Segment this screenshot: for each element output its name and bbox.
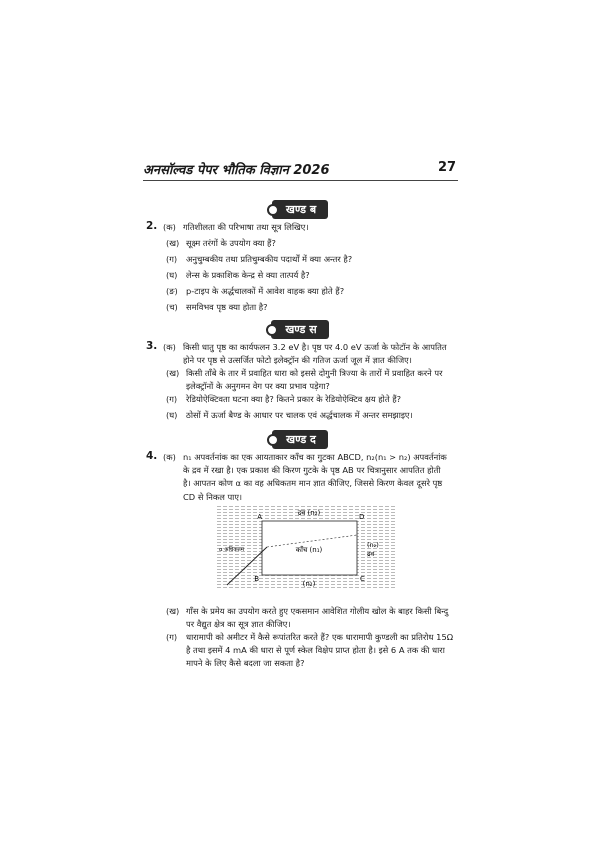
section-s-wrap bbox=[0, 318, 600, 339]
question-2-number: 2. bbox=[146, 220, 158, 232]
question-3-number: 3. bbox=[146, 340, 158, 352]
q2-part-d: (घ) लेन्स के प्रकाशिक केन्द्र से क्या तात्पर्य है? bbox=[166, 270, 310, 280]
header-title: अनसॉल्वड पेपर भौतिक विज्ञान 2026 bbox=[143, 163, 330, 178]
section-d-wrap bbox=[0, 428, 600, 449]
glass-label: काँच (n₁) bbox=[295, 546, 323, 554]
corner-b: B bbox=[254, 575, 259, 583]
corner-d: D bbox=[359, 513, 365, 521]
q3-part-b: (ख) किसी ताँबे के तार में प्रवाहित धारा को इससे दोगुनी त्रिज्या के तारों में प्रवाहित करने पर इलेक्ट्रॉनों के अनुगमन वेग पर क्या प्रभाव पड़ेगा? bbox=[166, 368, 443, 392]
right-n-label: (n₂) bbox=[367, 541, 379, 549]
glass-block-diagram bbox=[217, 505, 397, 590]
page-number: 27 bbox=[438, 160, 457, 175]
section-s-badge: खण्ड स bbox=[271, 320, 328, 339]
q4-part-b: (ख) गाँस के प्रमेय का उपयोग करते हुए एकसमान आवेशित गोलीय खोल के बाहर किसी बिन्दु पर वैद्युत क्षेत्र का सूत्र ज्ञात कीजिए। bbox=[166, 606, 449, 630]
corner-c: C bbox=[360, 575, 365, 583]
q4-part-a: (क) n₁ अपवर्तनांक का एक आयताकार काँच का गुटका ABCD, n₂(n₁ > n₂) अपवर्तनांक के द्रव में रखा है। एक प्रकाश की किरण गुटके के पृष्ठ AB पर चित्रानुसार आपतित होती है। आपतन कोण α का वह अधिकतम मान ज्ञात कीजिए, जिससे किरण केवल दूसरे पृष्ठ CD से निकल पाए। bbox=[163, 452, 447, 502]
q3-part-d: (घ) ठोसों में ऊर्जा बैण्ड के आधार पर चालक एवं अर्द्धचालक में अन्तर समझाइए। bbox=[166, 410, 413, 420]
header-rule bbox=[143, 180, 458, 181]
bottom-n-label: (n₂) bbox=[302, 580, 316, 588]
q2-part-a: (क) गतिशीलता की परिभाषा तथा सूत्र लिखिए। bbox=[163, 222, 309, 232]
section-d-badge: खण्ड द bbox=[272, 430, 328, 449]
right-liquid-label: द्रव bbox=[367, 550, 375, 558]
liquid-top-label: द्रव (n₂) bbox=[297, 509, 321, 517]
angle-label: α अधिकतम bbox=[219, 547, 245, 553]
q2-part-c: (ग) अनुचुम्बकीय तथा प्रतिचुम्बकीय पदार्थों में क्या अन्तर है? bbox=[166, 254, 353, 264]
section-b-badge: खण्ड ब bbox=[272, 200, 328, 219]
q2-part-e: (ङ) p-टाइप के अर्द्धचालकों में आवेश वाहक क्या होते हैं? bbox=[166, 286, 345, 296]
q2-part-b: (ख) सूक्ष्म तरंगों के उपयोग क्या हैं? bbox=[166, 238, 276, 248]
section-b-wrap bbox=[0, 198, 600, 219]
q2-part-f: (च) समविभव पृष्ठ क्या होता है? bbox=[166, 302, 268, 312]
q3-part-a: (क) किसी धातु पृष्ठ का कार्यफलन 3.2 eV है। पृष्ठ पर 4.0 eV ऊर्जा के फोटॉन के आपतित होने पर पृष्ठ से उत्सर्जित फोटो इलेक्ट्रॉन की गतिज ऊर्जा जूल में ज्ञात कीजिए। bbox=[163, 342, 447, 366]
q3-part-c: (ग) रेडियोऐक्टिवता घटना क्या है? कितने प्रकार के रेडियोऐक्टिव क्षय होते हैं? bbox=[166, 394, 402, 404]
q4-part-c: (ग) धारामापी को अमीटर में कैसे रूपांतरित करते हैं? एक धारामापी कुण्डली का प्रतिरोध 15Ω है तथा इसमें 4 mA की धारा से पूर्ण स्केल विक्षेप प्राप्त होता है। इसे 6 A तक की धारा मापने के लिए कैसे बदला जा सकता है? bbox=[166, 632, 454, 669]
question-4-number: 4. bbox=[146, 450, 158, 462]
corner-a: A bbox=[257, 513, 262, 521]
